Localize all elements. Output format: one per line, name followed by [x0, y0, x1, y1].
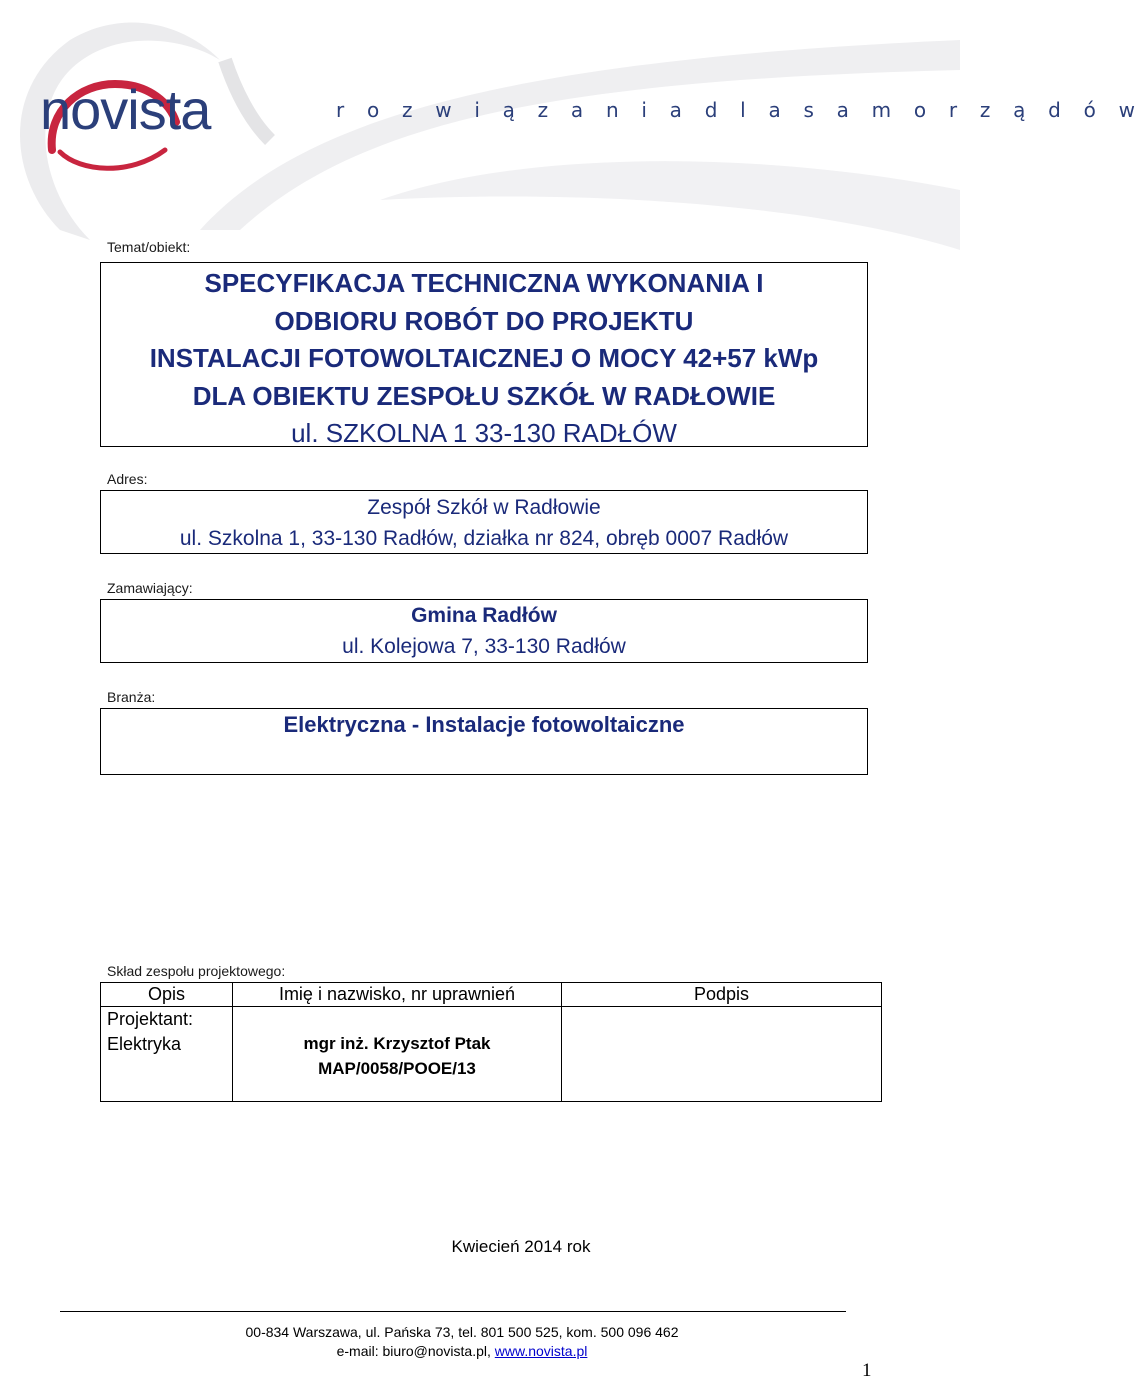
- footer-website-link[interactable]: www.novista.pl: [494, 1343, 588, 1359]
- team-member-name: mgr inż. Krzysztof Ptak: [303, 1034, 491, 1053]
- team-label: Skład zespołu projektowego:: [107, 963, 286, 979]
- client-label: Zamawiający:: [107, 580, 193, 596]
- subject-line-4: DLA OBIEKTU ZESPOŁU SZKÓŁ W RADŁOWIE: [192, 380, 776, 411]
- footer-contact: [0, 1343, 924, 1359]
- subject-label: Temat/obiekt:: [107, 239, 191, 255]
- footer-divider: [60, 1311, 846, 1312]
- client-name: Gmina Radłów: [411, 604, 557, 627]
- client-address: ul. Kolejowa 7, 33-130 Radłów: [342, 635, 626, 658]
- team-name-cell: [233, 1007, 562, 1102]
- subject-box: [100, 262, 868, 447]
- subject-line-2: ODBIORU ROBÓT DO PROJEKTU: [274, 305, 694, 336]
- team-header-sign: Podpis: [562, 983, 882, 1007]
- subject-line-1: SPECYFIKACJA TECHNICZNA WYKONANIA I: [204, 268, 764, 298]
- team-header-name: Imię i nazwisko, nr uprawnień: [233, 983, 562, 1007]
- client-box: [100, 599, 868, 663]
- address-line-2: ul. Szkolna 1, 33-130 Radłów, działka nr 824, obręb 0007 Radłów: [179, 527, 789, 550]
- novista-logo: novista: [40, 78, 211, 141]
- subject-line-5: [101, 415, 867, 453]
- team-role-cell: [101, 1007, 233, 1102]
- page-number: 1: [862, 1360, 872, 1381]
- team-header-desc: Opis: [101, 983, 233, 1007]
- address-line-1: Zespół Szkół w Radłowie: [367, 496, 601, 519]
- branch-label: Branża:: [107, 689, 156, 705]
- address-box: [100, 490, 868, 554]
- branch-box: [100, 708, 868, 775]
- team-member-license: MAP/0058/POOE/13: [318, 1059, 476, 1078]
- branch-value: Elektryczna - Instalacje fotowoltaiczne: [283, 712, 685, 737]
- subject-address: ul. SZKOLNA 1 33-130 RADŁÓW: [291, 418, 677, 448]
- address-label: Adres:: [107, 471, 148, 487]
- team-header-row: [101, 983, 882, 1007]
- team-role-2: Elektryka: [107, 1034, 182, 1054]
- document-date: Kwiecień 2014 rok: [451, 1237, 591, 1256]
- subject-line-3: INSTALACJI FOTOWOLTAICZNEJ O MOCY 42+57 kWp: [149, 343, 819, 373]
- footer-email: e-mail: biuro@novista.pl,: [336, 1343, 495, 1359]
- footer-address: 00-834 Warszawa, ul. Pańska 73, tel. 801 500 525, kom. 500 096 462: [245, 1324, 679, 1340]
- team-sign-cell: [562, 1007, 882, 1102]
- table-row: [101, 1007, 882, 1102]
- header-tagline: r o z w i ą z a n i a d l a s a m o r z ą d ó w: [336, 98, 1143, 122]
- team-role-1: Projektant:: [107, 1009, 194, 1029]
- team-table: [100, 982, 882, 1102]
